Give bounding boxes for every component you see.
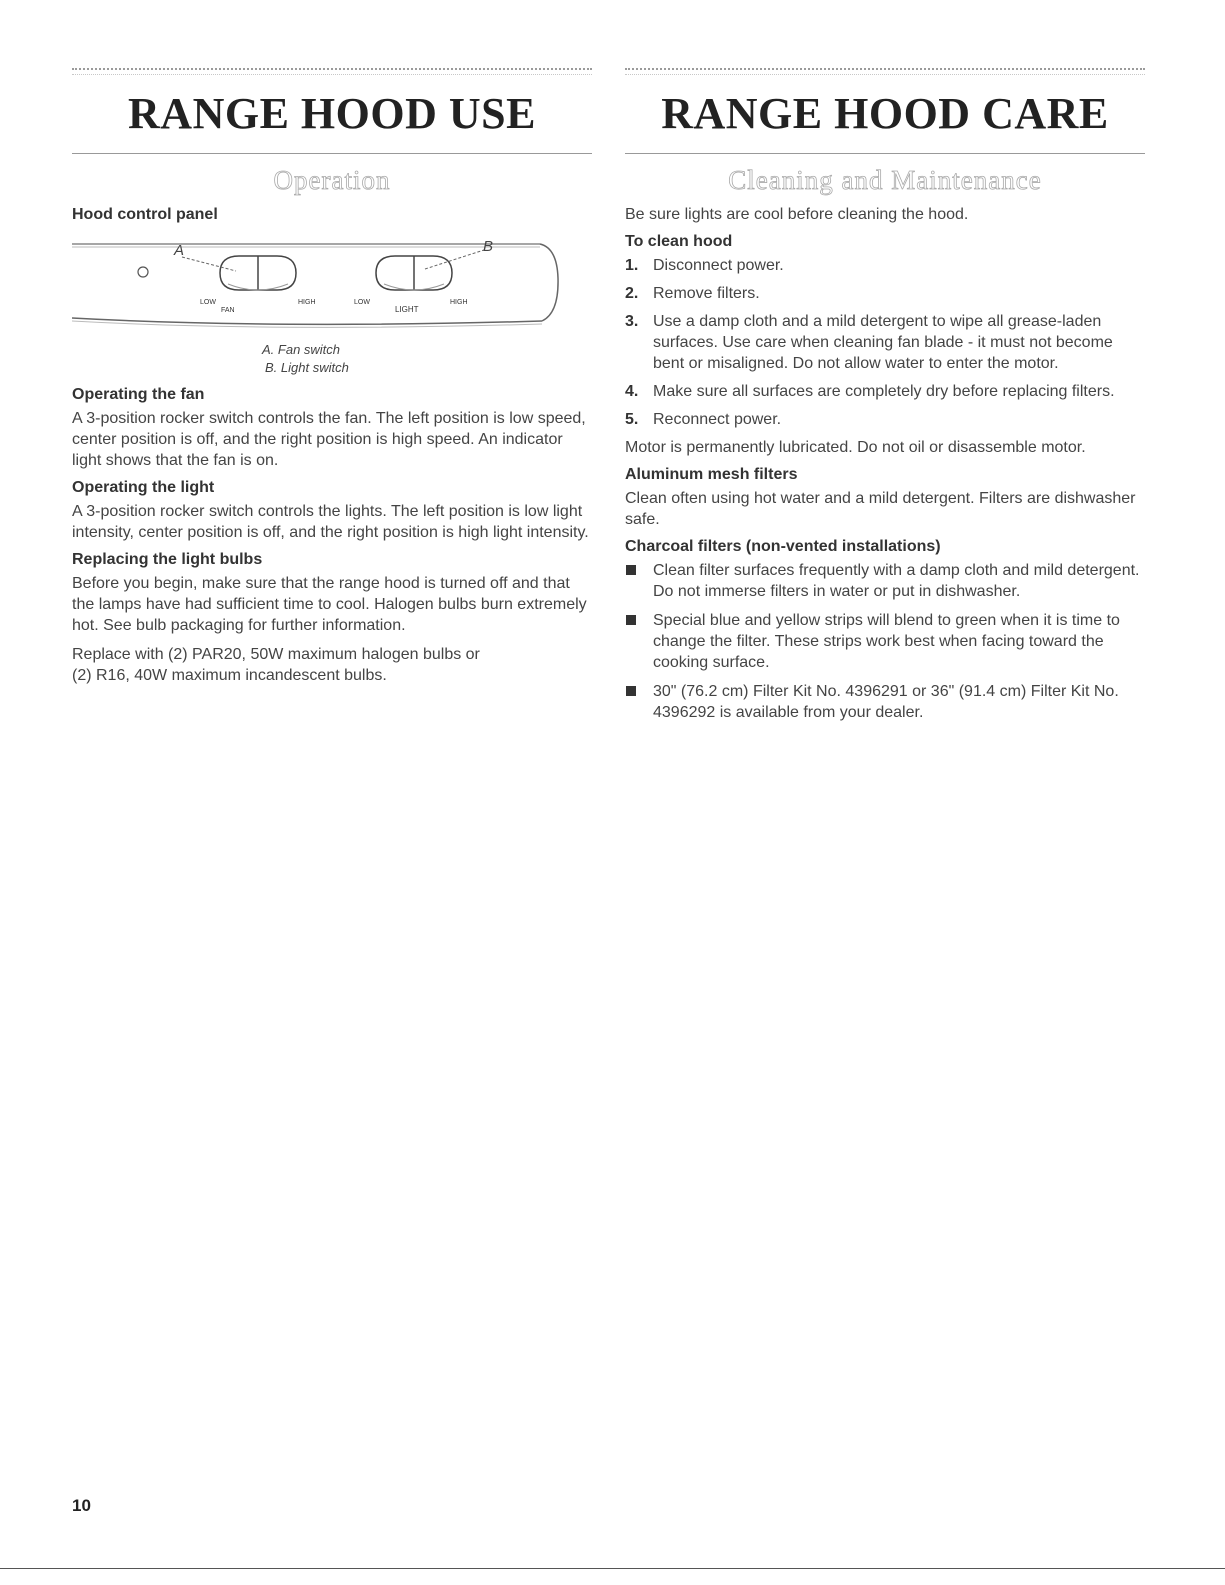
list-item: 5. Reconnect power. <box>625 411 782 428</box>
cleaning-steps-list <box>625 255 1145 430</box>
list-item: 1. Disconnect power. <box>625 257 784 274</box>
list-item: 30" (76.2 cm) Filter Kit No. 4396291 or 36" (91.4 cm) Filter Kit No. 4396292 is available from your dealer. <box>625 681 1145 723</box>
replace-line-2: (2) R16, 40W maximum incandescent bulbs. <box>72 667 387 684</box>
title-rule <box>625 153 1145 154</box>
bullet-square-icon <box>626 565 636 575</box>
control-panel-diagram <box>72 228 592 378</box>
top-dotted-rule <box>72 68 592 75</box>
aluminum-filters-heading: Aluminum mesh filters <box>625 466 798 483</box>
light-switch-icon <box>376 256 452 290</box>
bottom-rule <box>0 1568 1225 1569</box>
to-clean-hood-heading: To clean hood <box>625 233 733 250</box>
replacing-bulbs-heading: Replacing the light bulbs <box>72 551 263 568</box>
replace-line-1: Replace with (2) PAR20, 50W maximum halogen bulbs or <box>72 646 480 663</box>
cleaning-intro-text: Be sure lights are cool before cleaning the hood. <box>625 206 969 223</box>
charcoal-filters-heading: Charcoal filters (non-vented installations) <box>625 538 941 555</box>
replace-with-text <box>72 644 592 686</box>
fan-switch-icon <box>220 256 296 290</box>
bullet-square-icon <box>626 615 636 625</box>
title-rule <box>72 153 592 154</box>
list-item: 4. Make sure all surfaces are completely dry before replacing filters. <box>625 383 1115 400</box>
page-number: 10 <box>72 1496 91 1515</box>
hood-control-panel-heading: Hood control panel <box>72 206 218 223</box>
top-dotted-rule <box>625 68 1145 75</box>
operating-light-text: A 3-position rocker switch controls the lights. The left position is low light intensity, center position is off, and the right position is high light intensity. <box>72 503 589 541</box>
bullet-square-icon <box>626 686 636 696</box>
list-item: 3. Use a damp cloth and a mild detergent to wipe all grease-laden surfaces. Use care when cleaning fan blade - it must not become bent or misaligned. Do not allow water to enter the motor. <box>625 313 1113 372</box>
range-hood-care-column <box>625 68 1145 731</box>
list-item: 2. Remove filters. <box>625 285 760 302</box>
charcoal-filters-list <box>625 560 1145 723</box>
fan-label: FAN <box>221 307 235 314</box>
subsection-title-operation: Operation <box>273 165 391 195</box>
section-title-care: RANGE HOOD CARE <box>661 89 1109 138</box>
caption-fan-switch: A. Fan switch <box>262 342 341 357</box>
callout-b: B <box>483 238 494 255</box>
fan-high-label: HIGH <box>298 299 316 306</box>
replacing-bulbs-text: Before you begin, make sure that the range hood is turned off and that the lamps have had sufficient time to cool. Halogen bulbs burn extremely hot. See bulb packaging for further information. <box>72 575 587 634</box>
light-low-label: LOW <box>354 299 370 306</box>
aluminum-filters-text: Clean often using hot water and a mild detergent. Filters are dishwasher safe. <box>625 490 1136 528</box>
operating-fan-text: A 3-position rocker switch controls the fan. The left position is low speed, center position is off, and the right position is high speed. An indicator light shows that the fan is on. <box>72 410 586 469</box>
list-item: Clean filter surfaces frequently with a damp cloth and mild detergent. Do not immerse filters in water or put in dishwasher. <box>625 560 1145 602</box>
caption-light-switch: B. Light switch <box>265 360 349 375</box>
light-label: LIGHT <box>395 305 419 314</box>
motor-text: Motor is permanently lubricated. Do not oil or disassemble motor. <box>625 439 1086 456</box>
range-hood-use-column <box>72 68 592 694</box>
control-panel-illustration <box>72 228 592 338</box>
list-item: Special blue and yellow strips will blend to green when it is time to change the filter. These strips work best when facing toward the cooking surface. <box>625 610 1145 673</box>
callout-a: A <box>174 242 185 259</box>
subsection-title-cleaning: Cleaning and Maintenance <box>728 165 1042 195</box>
indicator-light-icon <box>138 267 148 277</box>
light-high-label: HIGH <box>450 299 468 306</box>
section-title-use: RANGE HOOD USE <box>128 89 536 138</box>
fan-low-label: LOW <box>200 299 216 306</box>
operating-fan-heading: Operating the fan <box>72 386 205 403</box>
operating-light-heading: Operating the light <box>72 479 215 496</box>
